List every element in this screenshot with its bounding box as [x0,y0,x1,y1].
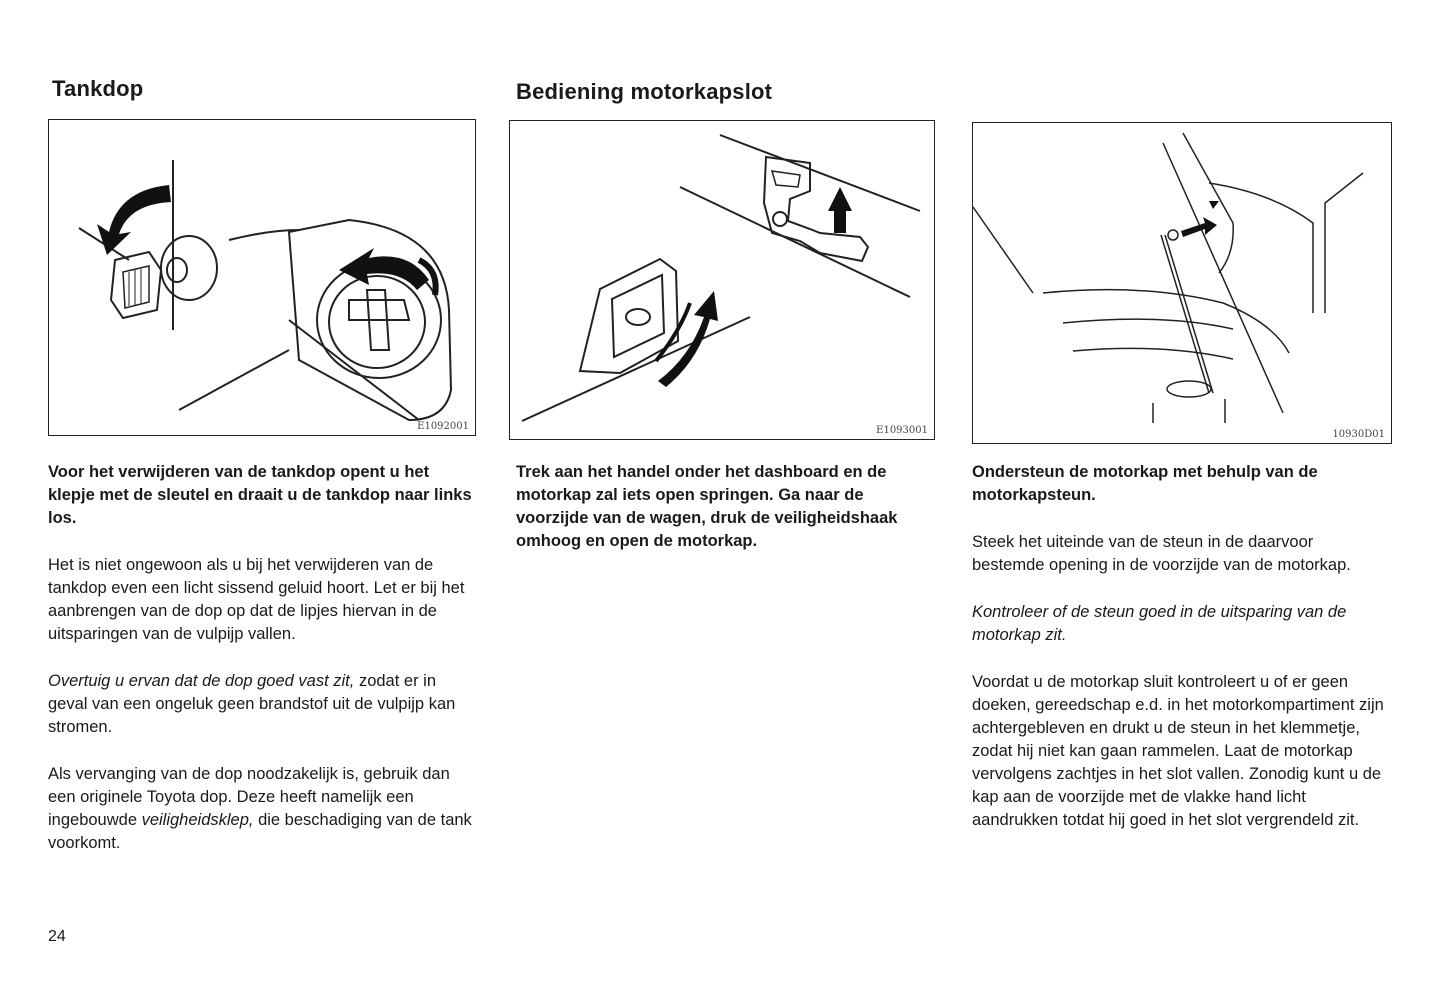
heading-motorkapslot: Bediening motorkapslot [516,79,773,104]
column-support-text [972,461,1388,856]
paragraph-hissing: Het is niet ongewoon als u bij het verwijderen van de tankdop even een licht sissend geluid hoort. Let er bij het aanbrengen van de dop op dat de lipjes hiervan in de uitsparingen van de vulpijp vallen. [48,556,465,643]
paragraph-support: Ondersteun de motorkap met behulp van de motorkapsteun. [972,463,1318,504]
paragraph-replacement [48,763,472,855]
text-before: Als vervanging van de dop noodzakelijk is, gebruik dan een originele Toyota dop. Deze heeft namelijk een ingebouwde [48,765,450,829]
figure-hood-release [509,120,935,440]
figure-code: E1093001 [876,425,928,436]
paragraph-secure-cap [48,670,472,739]
figure-code: 10930D01 [1332,429,1385,440]
paragraph-hood-release: Trek aan het handel onder het dashboard en de motorkap zal iets open springen. Ga naar de voorzijde van de wagen, druk de veiligheidshaak omhoog en open de motorkap. [516,463,898,550]
fuel-cap-illustration [49,120,475,435]
paragraph-instruction: Voor het verwijderen van de tankdop opent u het klepje met de sleutel en draait u de tankdop naar links los. [48,463,472,527]
figure-code: E1092001 [417,421,469,432]
hood-release-illustration [510,121,934,439]
emphasis-valve: veiligheidsklep, [141,811,254,829]
emphasis-secure: Overtuig u ervan dat de dop goed vast zit, [48,672,355,690]
hood-support-illustration [973,123,1391,443]
text-rest: zodat er in geval van een ongeluk geen brandstof uit de vulpijp kan stromen. [48,672,456,736]
paragraph-close-hood: Voordat u de motorkap sluit kontroleert u of er geen doeken, gereedschap e.d. in het motorkompartiment zijn achtergebleven en drukt u de steun in het klemmetje, zodat hij niet kan gaan rammelen. Laat de motorkap vervolgens zachtjes in het slot vallen. Zonodig kunt u de kap aan de voorzijde met de vlakke hand licht aandrukken totdat hij goed in het slot vergrendeld zit. [972,673,1384,829]
text-after: die beschadiging van de tank voorkomt. [48,811,472,852]
paragraph-insert-end: Steek het uiteinde van de steun in de daarvoor bestemde opening in de voorzijde van de motorkap. [972,533,1351,574]
paragraph-check-support: Kontroleer of de steun goed in de uitsparing van de motorkap zit. [972,603,1347,644]
column-motorkapslot-text [516,461,930,577]
heading-tankdop: Tankdop [52,76,144,101]
figure-hood-support [972,122,1392,444]
figure-fuel-cap [48,119,476,436]
page-number: 24 [48,928,66,945]
column-tankdop-text [48,461,472,879]
